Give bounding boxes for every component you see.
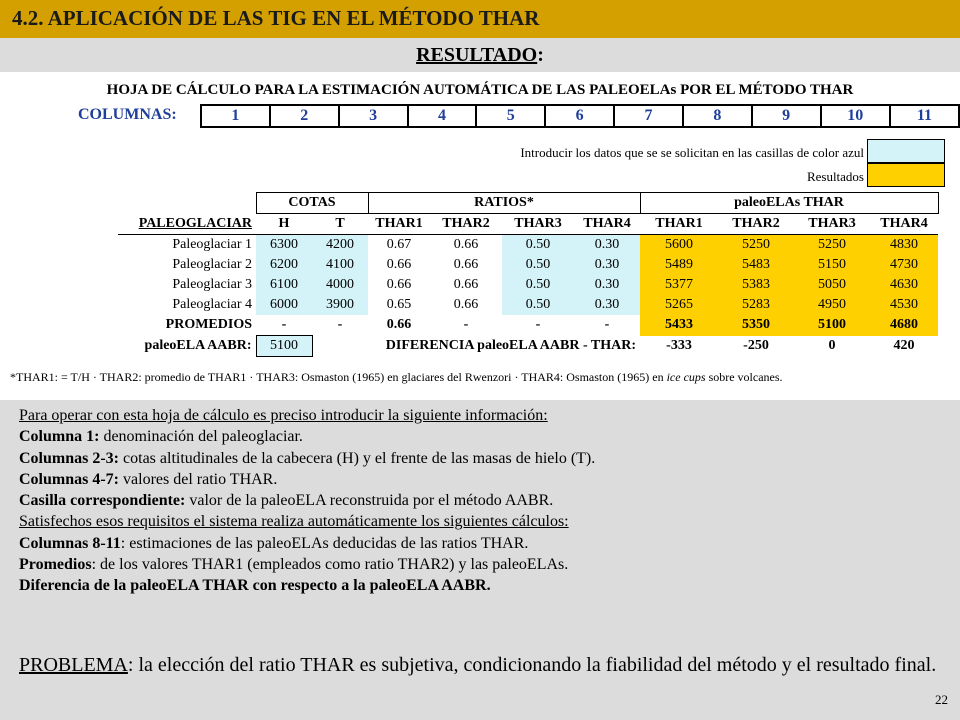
calc-intro-line: Satisfechos esos requisitos el sistema realiza automáticamente los siguientes cálculos:	[19, 513, 569, 531]
item-text: cotas altitudinales de la cabecera (H) y el frente de las masas de hielo (T).	[119, 449, 596, 467]
cell-ratio[interactable]: 0.30	[574, 275, 640, 295]
cell-t[interactable]: 4000	[312, 275, 368, 295]
cell-ela: 5600	[640, 235, 718, 256]
columns-table	[200, 104, 960, 128]
spreadsheet-image	[0, 72, 960, 400]
column-number: 7	[614, 105, 683, 127]
header-paleoglaciar: PALEOGLACIAR	[138, 215, 252, 231]
diff-value: 0	[828, 338, 836, 353]
section-subtitle	[0, 44, 960, 67]
instructions	[19, 405, 944, 597]
cell-h[interactable]: 6000	[256, 295, 312, 315]
header-ratio: THAR4	[583, 216, 631, 231]
cell-ela: 5489	[640, 255, 718, 275]
cell-ela: 4530	[870, 295, 938, 315]
group-ratios: RATIOS*	[368, 193, 640, 214]
column-number: 11	[890, 105, 959, 127]
item-label: Columnas 8-11	[19, 534, 121, 552]
group-header-row	[118, 193, 938, 214]
item-text: : de los valores THAR1 (empleados como ratio THAR2) y las paleoELAs.	[91, 556, 569, 574]
header-ela: THAR4	[880, 216, 928, 231]
cell-ela: 5377	[640, 275, 718, 295]
subtitle-text: RESULTADO	[416, 44, 538, 66]
aabr-row	[118, 336, 938, 357]
header-ela: THAR2	[732, 216, 780, 231]
promedio-ela: 5433	[640, 315, 718, 336]
footnote-text: *THAR1: = T/H · THAR2: promedio de THAR1 · THAR3: Osmaston (1965) en glaciares del Rwenzori · THAR4: Osmaston (1965) en	[10, 370, 667, 384]
promedio-ela: 5100	[794, 315, 870, 336]
cell-ratio[interactable]: 0.30	[574, 295, 640, 315]
cell-ela: 4630	[870, 275, 938, 295]
cell-ela: 4730	[870, 255, 938, 275]
diff-value: 420	[893, 338, 915, 353]
subtitle-suffix: :	[537, 44, 544, 66]
cell-ratio: 0.66	[453, 297, 479, 312]
column-number: 5	[476, 105, 545, 127]
item-label: Diferencia de la paleoELA THAR con respecto a la paleoELA AABR.	[19, 577, 491, 595]
header-ela: THAR1	[655, 216, 703, 231]
data-table	[118, 192, 939, 357]
header-ratio: THAR3	[514, 216, 562, 231]
cell-ratio[interactable]: 0.50	[502, 255, 574, 275]
list-item	[19, 426, 944, 447]
column-number: 3	[339, 105, 408, 127]
cell-ela: 5150	[794, 255, 870, 275]
promedios-row	[118, 315, 938, 336]
aabr-label: paleoELA AABR:	[144, 338, 252, 353]
promedio-ratio: -	[535, 317, 541, 333]
cell-h[interactable]: 6200	[256, 255, 312, 275]
header-t: T	[335, 216, 345, 231]
item-label: Columna 1:	[19, 428, 100, 446]
list-item	[19, 469, 944, 490]
cell-ratio: 0.66	[386, 277, 412, 292]
cell-ratio[interactable]: 0.30	[574, 255, 640, 275]
group-paleoelas: paleoELAs THAR	[640, 193, 938, 214]
column-number: 9	[752, 105, 821, 127]
table-row	[118, 275, 938, 295]
item-text: denominación del paleoglaciar.	[99, 428, 303, 446]
list-item	[19, 554, 944, 575]
item-text: valores del ratio THAR.	[119, 470, 278, 488]
legend-input-swatch	[867, 139, 945, 163]
cell-ratio: 0.65	[386, 297, 412, 312]
sheet-title: HOJA DE CÁLCULO PARA LA ESTIMACIÓN AUTOMÁTICA DE LAS PALEOELAs POR EL MÉTODO THAR	[106, 82, 854, 98]
cell-ela: 5265	[640, 295, 718, 315]
problem-label: PROBLEMA	[19, 654, 128, 676]
diff-value: -250	[743, 338, 769, 353]
item-text: valor de la paleoELA reconstruida por el método AABR.	[185, 492, 554, 510]
page-number: 22	[935, 692, 948, 707]
diff-label: DIFERENCIA paleoELA AABR - THAR:	[385, 338, 636, 353]
cell-ela: 4830	[870, 235, 938, 256]
legend-input-text: Introducir los datos que se se solicitan en las casillas de color azul	[520, 145, 864, 160]
problem-text: : la elección del ratio THAR es subjetiva, condicionando la fiabilidad del método y el resultado final.	[127, 654, 937, 676]
cell-ratio[interactable]: 0.30	[574, 235, 640, 256]
footnote	[10, 370, 783, 385]
header-ratio: THAR1	[375, 216, 423, 231]
cell-ratio: 0.66	[453, 237, 479, 252]
promedio-t: -	[337, 317, 343, 333]
promedio-ela: 5350	[718, 315, 794, 336]
legend-results-swatch	[867, 163, 945, 187]
cell-ela: 5283	[718, 295, 794, 315]
promedio-ratio: 0.66	[386, 317, 412, 333]
legend-results-text: Resultados	[806, 169, 864, 184]
cell-h[interactable]: 6100	[256, 275, 312, 295]
item-label: Columnas 2-3:	[19, 449, 120, 467]
column-number: 10	[821, 105, 890, 127]
promedio-ratio: -	[604, 317, 610, 333]
cell-ela: 5250	[794, 235, 870, 256]
page-title: 4.2. APLICACIÓN DE LAS TIG EN EL MÉTODO THAR	[12, 6, 540, 30]
cell-ratio: 0.66	[453, 257, 479, 272]
item-text: : estimaciones de las paleoELAs deducidas de las ratios THAR.	[120, 534, 529, 552]
cell-h[interactable]: 6300	[256, 235, 312, 256]
footnote-end: sobre volcanes.	[705, 370, 783, 384]
cell-ratio[interactable]: 0.50	[502, 275, 574, 295]
footnote-italic: ice cups	[666, 370, 706, 384]
column-header-row	[118, 214, 938, 235]
cell-ratio: 0.67	[386, 237, 412, 252]
cell-ela: 5250	[718, 235, 794, 256]
cell-ela: 5050	[794, 275, 870, 295]
list-item	[19, 533, 944, 554]
table-row	[118, 255, 938, 275]
column-number: 8	[683, 105, 752, 127]
item-label: Promedios	[19, 556, 92, 574]
row-name: Paleoglaciar 3	[172, 277, 252, 292]
list-item	[19, 490, 944, 511]
title-bar	[0, 0, 960, 38]
promedio-ela: 4680	[870, 315, 938, 336]
cell-ela: 5483	[718, 255, 794, 275]
cell-ela: 4950	[794, 295, 870, 315]
aabr-value[interactable]: 5100	[256, 336, 312, 357]
cell-ela: 5383	[718, 275, 794, 295]
column-number: 2	[270, 105, 339, 127]
promedios-label: PROMEDIOS	[165, 317, 252, 333]
promedio-h: -	[281, 317, 287, 332]
table-row	[118, 235, 938, 256]
table-row	[118, 295, 938, 315]
cell-ratio[interactable]: 0.50	[502, 295, 574, 315]
column-number: 6	[545, 105, 614, 127]
cell-ratio: 0.66	[453, 277, 479, 292]
cell-ratio: 0.66	[386, 257, 412, 272]
row-name: Paleoglaciar 1	[172, 237, 252, 252]
diff-value: -333	[666, 338, 692, 353]
header-ela: THAR3	[808, 216, 856, 231]
cell-t[interactable]: 4100	[312, 255, 368, 275]
cell-ratio[interactable]: 0.50	[502, 235, 574, 256]
item-label: Columnas 4-7:	[19, 470, 120, 488]
column-number: 4	[408, 105, 477, 127]
list-item	[19, 575, 944, 596]
item-label: Casilla correspondiente:	[19, 492, 186, 510]
header-h: H	[278, 216, 290, 231]
intro-line: Para operar con esta hoja de cálculo es preciso introducir la siguiente información:	[19, 407, 548, 424]
header-ratio: THAR2	[442, 216, 490, 231]
columns-label: COLUMNAS:	[78, 106, 177, 123]
cell-t[interactable]: 4200	[312, 235, 368, 256]
cell-t[interactable]: 3900	[312, 295, 368, 315]
problem-statement	[19, 652, 944, 679]
column-number: 1	[201, 105, 270, 127]
group-cotas: COTAS	[256, 193, 368, 214]
row-name: Paleoglaciar 4	[172, 297, 252, 312]
row-name: Paleoglaciar 2	[172, 257, 252, 272]
promedio-ratio: -	[463, 317, 469, 333]
list-item	[19, 448, 944, 469]
